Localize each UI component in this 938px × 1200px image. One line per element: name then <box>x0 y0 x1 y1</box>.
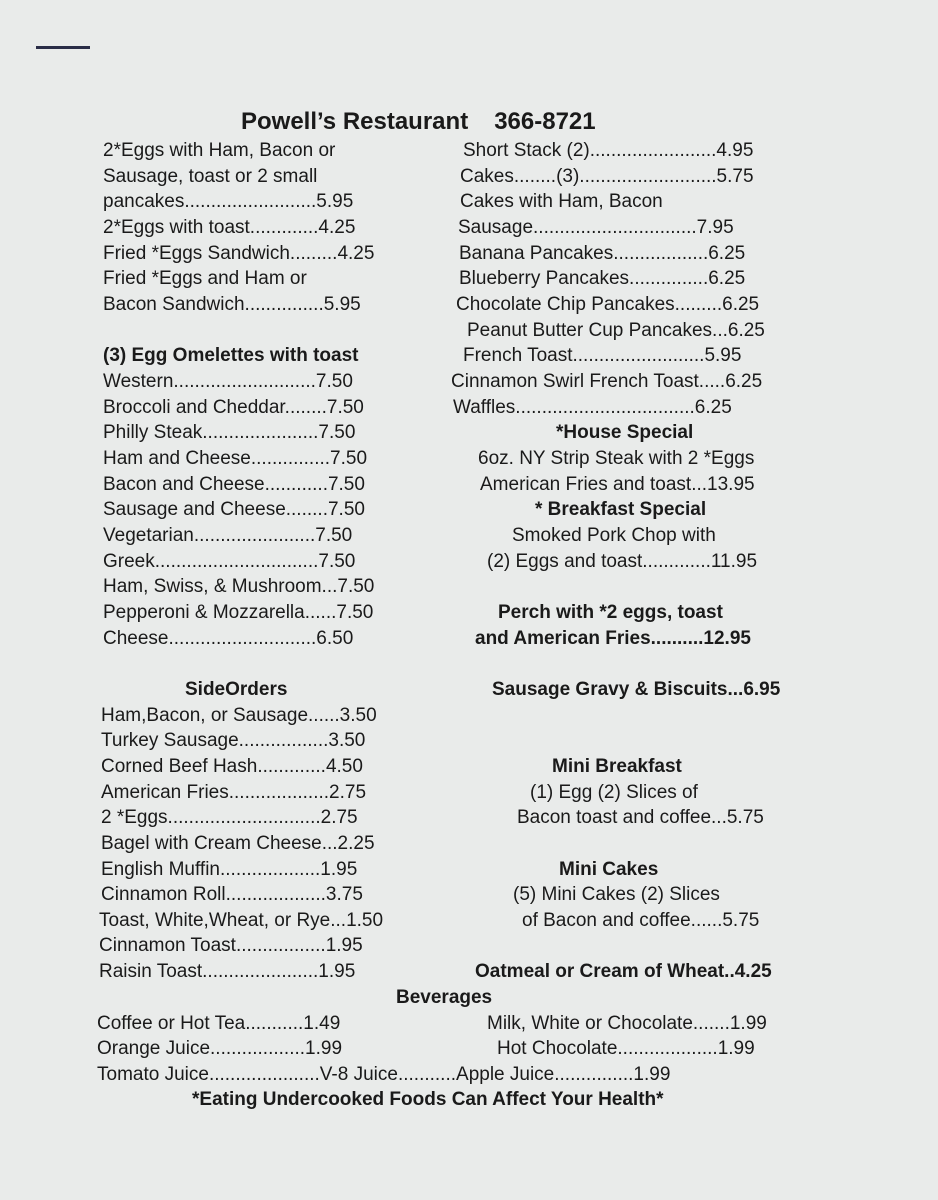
menu-line: Cakes with Ham, Bacon <box>460 191 663 212</box>
menu-line: Banana Pancakes..................6.25 <box>459 243 746 264</box>
menu-line: 2*Eggs with toast.............4.25 <box>103 217 356 238</box>
menu-line: Peanut Butter Cup Pancakes...6.25 <box>467 320 765 341</box>
menu-line: Cinnamon Swirl French Toast.....6.25 <box>451 371 763 392</box>
section-heading: Mini Cakes <box>559 859 659 880</box>
menu-line: Broccoli and Cheddar........7.50 <box>103 397 364 418</box>
menu-line: Ham and Cheese...............7.50 <box>103 448 368 469</box>
menu-line: Toast, White,Wheat, or Rye...1.50 <box>99 910 384 931</box>
menu-line: Corned Beef Hash.............4.50 <box>101 756 363 777</box>
menu-line: Pepperoni & Mozzarella......7.50 <box>103 602 374 623</box>
menu-line: of Bacon and coffee......5.75 <box>522 910 760 931</box>
menu-line: Bagel with Cream Cheese...2.25 <box>101 833 375 854</box>
menu-line: English Muffin...................1.95 <box>101 859 358 880</box>
footer-warning: *Eating Undercooked Foods Can Affect Your Health* <box>192 1089 664 1110</box>
menu-line: (1) Egg (2) Slices of <box>530 782 698 803</box>
page-title <box>241 108 596 136</box>
section-heading: (3) Egg Omelettes with toast <box>103 345 359 366</box>
menu-line: Sausage...............................7.95 <box>458 217 734 238</box>
beverage-line: Coffee or Hot Tea...........1.49 <box>97 1013 341 1034</box>
section-heading: SideOrders <box>185 679 288 700</box>
section-heading: Mini Breakfast <box>552 756 682 777</box>
menu-line: Cakes........(3)..........................5.75 <box>460 166 754 187</box>
menu-line: Sausage, toast or 2 small <box>103 166 318 187</box>
menu-line: Cinnamon Toast.................1.95 <box>99 935 363 956</box>
beverages-heading: Beverages <box>396 987 493 1008</box>
menu-line: Bacon Sandwich...............5.95 <box>103 294 361 315</box>
pen-mark <box>36 46 90 49</box>
menu-line: pancakes.........................5.95 <box>103 191 354 212</box>
menu-line: 2 *Eggs.............................2.75 <box>101 807 358 828</box>
menu-line: Raisin Toast......................1.95 <box>99 961 356 982</box>
menu-line: Smoked Pork Chop with <box>512 525 716 546</box>
menu-line: Philly Steak......................7.50 <box>103 422 356 443</box>
menu-line: Waffles..................................6.25 <box>453 397 732 418</box>
menu-line: 2*Eggs with Ham, Bacon or <box>103 140 336 161</box>
menu-line: Western...........................7.50 <box>103 371 353 392</box>
beverage-line: Hot Chocolate...................1.99 <box>497 1038 755 1059</box>
beverage-line: Tomato Juice.....................V-8 Juice...........Apple Juice...............1.99 <box>97 1064 671 1085</box>
menu-line: Chocolate Chip Pancakes.........6.25 <box>456 294 760 315</box>
menu-line: Short Stack (2)........................4.95 <box>463 140 754 161</box>
section-heading: Perch with *2 eggs, toast <box>498 602 723 623</box>
menu-line: Blueberry Pancakes...............6.25 <box>459 268 746 289</box>
menu-line: (5) Mini Cakes (2) Slices <box>513 884 720 905</box>
menu-line: Turkey Sausage.................3.50 <box>101 730 366 751</box>
restaurant-name: Powell’s Restaurant <box>241 108 469 135</box>
menu-line: 6oz. NY Strip Steak with 2 *Eggs <box>478 448 755 469</box>
menu-line: Sausage and Cheese........7.50 <box>103 499 365 520</box>
menu-line: Ham, Swiss, & Mushroom...7.50 <box>103 576 375 597</box>
section-heading: * Breakfast Special <box>535 499 707 520</box>
phone-number: 366-8721 <box>494 108 596 135</box>
beverage-line: Milk, White or Chocolate.......1.99 <box>487 1013 767 1034</box>
menu-line: Vegetarian.......................7.50 <box>103 525 353 546</box>
menu-line: Fried *Eggs and Ham or <box>103 268 307 289</box>
menu-line: (2) Eggs and toast.............11.95 <box>487 551 758 572</box>
menu-line: Fried *Eggs Sandwich.........4.25 <box>103 243 375 264</box>
menu-line: American Fries and toast...13.95 <box>480 474 755 495</box>
menu-line: Cinnamon Roll...................3.75 <box>101 884 363 905</box>
menu-line: Cheese............................6.50 <box>103 628 354 649</box>
menu-line: Bacon and Cheese............7.50 <box>103 474 365 495</box>
beverage-line: Orange Juice..................1.99 <box>97 1038 343 1059</box>
menu-line: Ham,Bacon, or Sausage......3.50 <box>101 705 377 726</box>
section-heading: *House Special <box>556 422 694 443</box>
menu-line: Bacon toast and coffee...5.75 <box>517 807 764 828</box>
menu-line: French Toast.........................5.95 <box>463 345 742 366</box>
menu-line: American Fries...................2.75 <box>101 782 367 803</box>
section-heading: and American Fries..........12.95 <box>475 628 751 649</box>
section-heading: Sausage Gravy & Biscuits...6.95 <box>492 679 781 700</box>
section-heading: Oatmeal or Cream of Wheat..4.25 <box>475 961 772 982</box>
menu-line: Greek...............................7.50 <box>103 551 356 572</box>
